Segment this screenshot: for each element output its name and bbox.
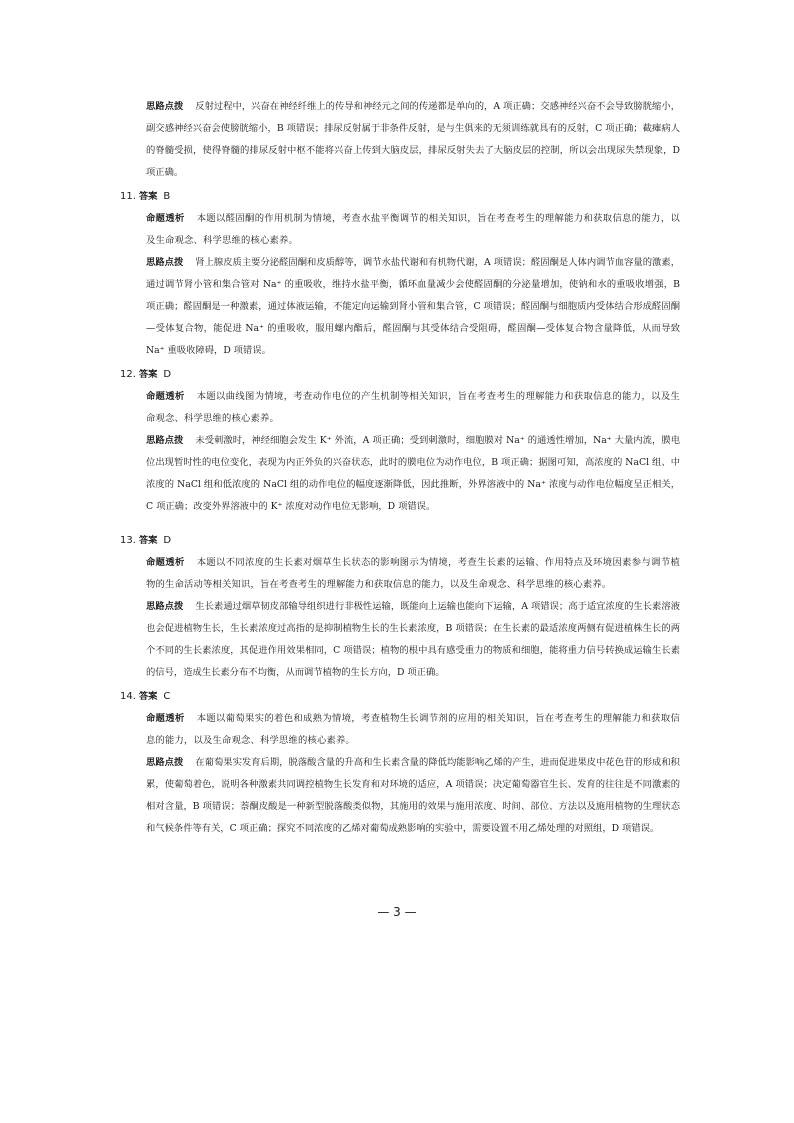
answer-value: C (163, 691, 171, 702)
answer-label: 答案 (138, 691, 158, 702)
hint-label: 思路点拨 (146, 601, 184, 612)
q13-analysis (120, 552, 680, 596)
hint-label: 思路点拨 (146, 757, 184, 768)
hint-label: 思路点拨 (146, 257, 184, 268)
question-number: 11. (120, 191, 136, 202)
question-number: 14. (120, 691, 136, 702)
q11-hint (120, 252, 680, 362)
answer-content (120, 96, 680, 840)
hint-text: 反射过程中，兴奋在神经纤维上的传导和神经元之间的传递都是单向的，A 项正确；交感神经兴奋不会导致膀胱缩小，副交感神经兴奋会使膀胱缩小，B 项错误；排尿反射属于非条件反射，是与生俱来的无须训练就具有的反射，C 项正确；截瘫病人的脊髓受损，使得脊髓的排尿反射中枢不能将兴奋上传到大脑皮层，排尿反射失去了大脑皮层的控制，所以会出现尿失禁现象，D 项正确。 (146, 101, 680, 178)
hint-text: 生长素通过烟草韧皮部输导组织进行非极性运输，既能向上运输也能向下运输，A 项错误；高于适宜浓度的生长素溶液也会促进植物生长，生长素浓度过高指的是抑制植物生长的生长素浓度，B 项错误；在生长素的最适浓度两侧有促进植株生长的两个不同的生长素浓度，其促进作用效果相同，C 项错误；植物的根中具有感受重力的物质和细胞，能将重力信号转换成运输生长素的信号，造成生长素分布不均衡，从而调节植物的生长方向，D 项正确。 (146, 601, 680, 678)
analysis-label: 命题透析 (146, 557, 185, 568)
page-number: — 3 — (377, 905, 417, 919)
q14-hint (120, 752, 680, 840)
answer-label: 答案 (138, 369, 158, 380)
analysis-label: 命题透析 (146, 713, 185, 724)
question-number: 12. (120, 369, 136, 380)
analysis-label: 命题透析 (146, 213, 185, 224)
analysis-text: 本题以醛固酮的作用机制为情境，考查水盐平衡调节的相关知识，旨在考查考生的理解能力和获取信息的能力，以及生命观念、科学思维的核心素养。 (146, 213, 680, 246)
q13-hint (120, 596, 680, 684)
q12-analysis (120, 386, 680, 430)
section-gap (120, 518, 680, 528)
hint-label: 思路点拨 (146, 101, 184, 112)
q14-analysis (120, 708, 680, 752)
q11-analysis (120, 208, 680, 252)
hint-label: 思路点拨 (146, 435, 184, 446)
answer-value: B (163, 191, 171, 202)
q13-answer (120, 530, 680, 552)
q14-answer (120, 686, 680, 708)
analysis-label: 命题透析 (146, 391, 185, 402)
answer-value: D (163, 369, 172, 380)
analysis-text: 本题以不同浓度的生长素对烟草生长状态的影响图示为情境，考查生长素的运输、作用特点及环境因素参与调节植物的生命活动等相关知识，旨在考查考生的理解能力和获取信息的能力，以及生命观念、科学思维的核心素养。 (146, 557, 680, 590)
analysis-text: 本题以曲线图为情境，考查动作电位的产生机制等相关知识，旨在考查考生的理解能力和获取信息的能力，以及生命观念、科学思维的核心素养。 (146, 391, 680, 424)
answer-label: 答案 (138, 191, 158, 202)
answer-value: D (163, 535, 172, 546)
q11-answer (120, 186, 680, 208)
question-number: 13. (120, 535, 136, 546)
answer-label: 答案 (138, 535, 158, 546)
hint-text: 未受刺激时，神经细胞会发生 K⁺ 外流，A 项正确；受到刺激时，细胞膜对 Na⁺ 的通透性增加，Na⁺ 大量内流，膜电位出现暂时性的电位变化，表现为内正外负的兴奋状态，此时的膜电位为动作电位，B 项正确；据图可知，高浓度的 NaCl 组、中浓度的 NaCl 组和低浓度的 NaCl 组的动作电位的幅度逐渐降低，因此推断，外界溶液中的 Na⁺ 浓度与动作电位幅度呈正相关，C 项正确；改变外界溶液中的 K⁺ 浓度对动作电位无影响，D 项错误。 (146, 435, 680, 512)
q12-answer (120, 364, 680, 386)
q10-hint (120, 96, 680, 184)
hint-text: 肾上腺皮质主要分泌醛固酮和皮质醇等，调节水盐代谢和有机物代谢，A 项错误；醛固酮是人体内调节血容量的激素，通过调节肾小管和集合管对 Na⁺ 的重吸收，维持水盐平衡，循环血量减少会使醛固酮的分泌量增加，使钠和水的重吸收增强，B 项正确；醛固酮是一种激素，通过体液运输，不能定向运输到肾小管和集合管，C 项错误；醛固酮与细胞质内受体结合形成醛固酮—受体复合物，能促进 Na⁺ 的重吸收，服用螺内酯后，醛固酮与其受体结合受阻碍，醛固酮—受体复合物含量降低，从而导致 Na⁺ 重吸收障碍，D 项错误。 (146, 257, 680, 356)
analysis-text: 本题以葡萄果实的着色和成熟为情境，考查植物生长调节剂的应用的相关知识，旨在考查考生的理解能力和获取信息的能力，以及生命观念、科学思维的核心素养。 (146, 713, 680, 746)
q12-hint (120, 430, 680, 518)
hint-text: 在葡萄果实发育后期，脱落酸含量的升高和生长素含量的降低均能影响乙烯的产生，进而促进果皮中花色苷的形成和积累，使葡萄着色，说明各种激素共同调控植物生长发育和对环境的适应，A 项错误；决定葡萄器官生长、发育的往往是不同激素的相对含量，B 项错误；萘酮皮酸是一种新型脱落酸类似物，其施用的效果与施用浓度、时间、部位、方法以及施用植物的生理状态和气候条件等有关，C 项正确；探究不同浓度的乙烯对葡萄成熟影响的实验中，需要设置不用乙烯处理的对照组，D 项错误。 (146, 757, 680, 834)
